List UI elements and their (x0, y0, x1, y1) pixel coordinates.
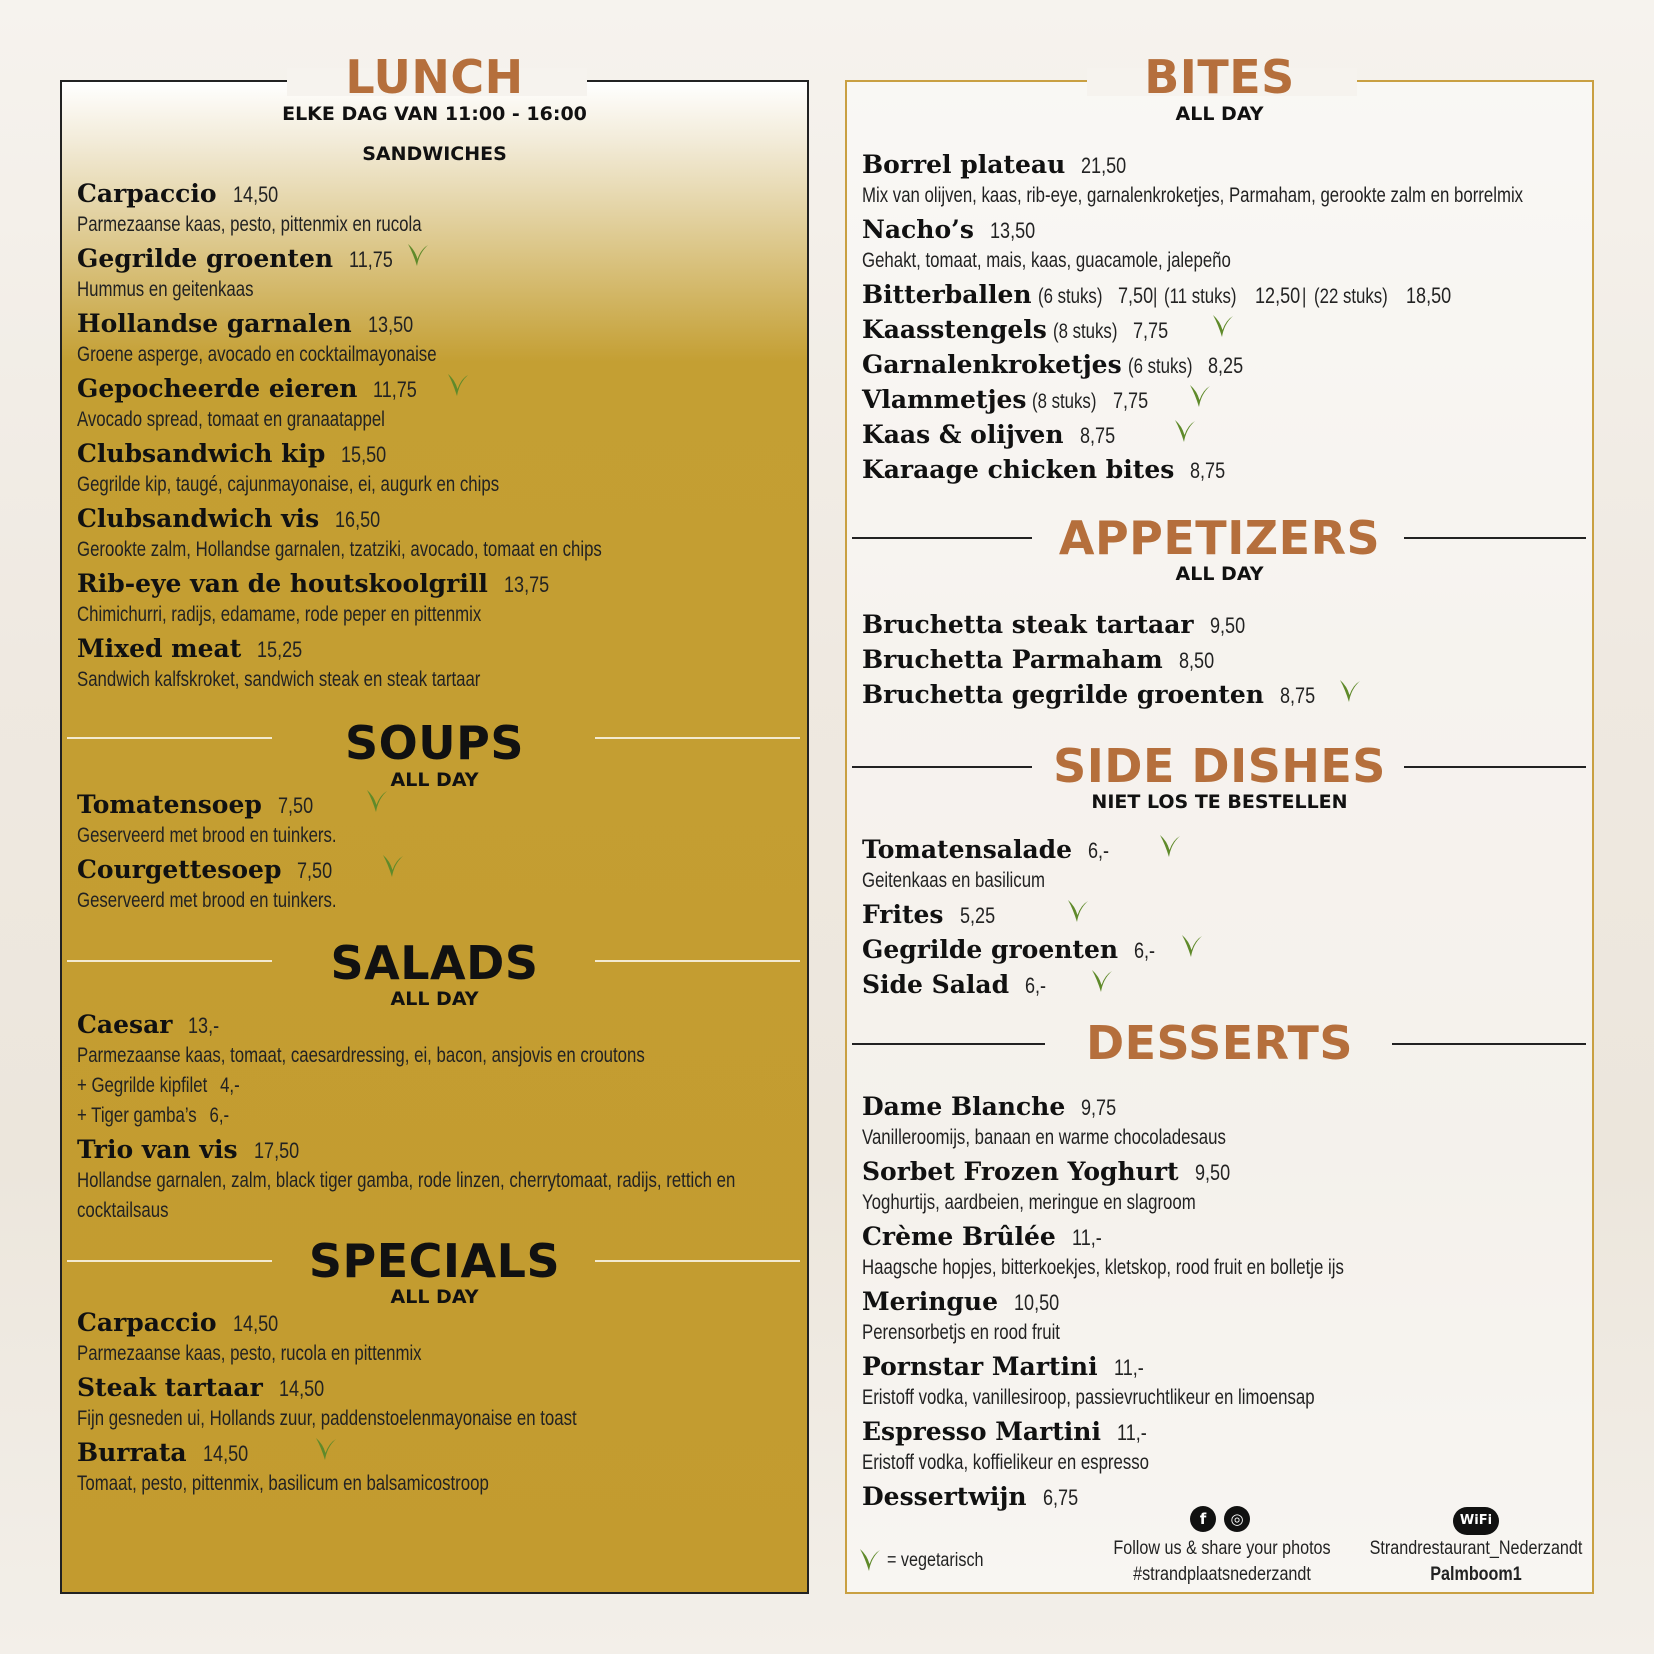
desserts-title: DESSERTS (1085, 1016, 1354, 1070)
menu-item: Tomatensalade 6,- (862, 835, 1110, 864)
item-description: Gegrilde kip, taugé, cajunmayonaise, ei, augurk en chips (77, 473, 500, 496)
item-description: Avocado spread, tomaat en granaatappel (77, 408, 385, 431)
menu-item: Frites 5,25 (862, 900, 995, 929)
item-description: Fijn gesneden ui, Hollands zuur, paddenstoelenmayonaise en toast (77, 1407, 577, 1430)
menu-item: Burrata 14,50 (77, 1438, 248, 1467)
menu-item: Carpaccio 14,50 (77, 1308, 278, 1337)
vegetarian-leaf-icon (1065, 897, 1091, 925)
menu-item: Gegrilde groenten 6,- (862, 935, 1156, 964)
menu-item: Bruchetta Parmaham 8,50 (862, 645, 1214, 674)
menu-item: Karaage chicken bites 8,75 (862, 455, 1226, 484)
item-description: Chimichurri, radijs, edamame, rode peper en pittenmix (77, 603, 482, 626)
menu-item: Garnalenkroketjes (6 stuks) 8,25 (862, 350, 1244, 379)
vegetarian-leaf-icon (405, 241, 431, 269)
menu-item: Borrel plateau 21,50 (862, 150, 1127, 179)
item-description: Geitenkaas en basilicum (862, 869, 1046, 892)
vegetarian-leaf-icon (1210, 312, 1236, 340)
item-description: Haagsche hopjes, bitterkoekjes, kletskop, rood fruit en bolletje ijs (862, 1256, 1344, 1279)
menu-item: Crème Brûlée 11,- (862, 1222, 1102, 1251)
specials-title: SPECIALS (308, 1234, 561, 1288)
bites-subtitle: ALL DAY (1175, 103, 1264, 125)
menu-item: Side Salad 6,- (862, 970, 1047, 999)
wifi-password: Palmboom1 (1430, 1564, 1522, 1585)
vegetarian-leaf-icon (857, 1546, 883, 1574)
item-description: Hollandse garnalen, zalm, black tiger gamba, rode linzen, cherrytomaat, radijs, rettich en (77, 1169, 736, 1192)
menu-item: Bitterballen (6 stuks) 7,50| (11 stuks) 12,50| (22 stuks) 18,50 (862, 280, 1451, 309)
item-description: Gehakt, tomaat, mais, kaas, guacamole, jalepeño (862, 249, 1231, 272)
lunch-title: LUNCH (345, 50, 524, 104)
item-description: Tomaat, pesto, pittenmix, basilicum en balsamicostroop (77, 1472, 489, 1495)
wifi-icon: WiFi (1453, 1507, 1499, 1535)
follow-text: Follow us & share your photos (1113, 1538, 1331, 1559)
vegetarian-leaf-icon (1172, 417, 1198, 445)
menu-item: Mixed meat 15,25 (77, 634, 303, 663)
item-description: Gerookte zalm, Hollandse garnalen, tzatziki, avocado, tomaat en chips (77, 538, 602, 561)
vegetarian-leaf-icon (1337, 677, 1363, 705)
menu-item: Steak tartaar 14,50 (77, 1373, 324, 1402)
item-description: Groene asperge, avocado en cocktailmayonaise (77, 343, 437, 366)
item-description: Sandwich kalfskroket, sandwich steak en steak tartaar (77, 668, 481, 691)
vegetarian-leaf-icon (1157, 832, 1183, 860)
vegetarian-leaf-icon (313, 1435, 339, 1463)
salads-title: SALADS (330, 936, 539, 990)
item-description: Vanilleroomijs, banaan en warme chocoladesaus (862, 1126, 1226, 1149)
item-description: Parmezaanse kaas, tomaat, caesardressing, ei, bacon, ansjovis en croutons (77, 1044, 645, 1067)
side-dishes-title: SIDE DISHES (1053, 739, 1386, 793)
specials-subtitle: ALL DAY (390, 1286, 479, 1308)
sandwiches-label: SANDWICHES (362, 143, 507, 165)
item-description: Geserveerd met brood en tuinkers. (77, 889, 337, 912)
soups-subtitle: ALL DAY (390, 769, 479, 791)
instagram-icon[interactable]: ◎ (1224, 1506, 1250, 1532)
menu-item: Sorbet Frozen Yoghurt 9,50 (862, 1157, 1230, 1186)
wifi-network-name: Strandrestaurant_Nederzandt (1369, 1538, 1583, 1559)
menu-item: Hollandse garnalen 13,50 (77, 309, 413, 338)
menu-item: Gegrilde groenten 11,75 (77, 244, 393, 273)
vegetarian-leaf-icon (1089, 967, 1115, 995)
item-description: Parmezaanse kaas, pesto, rucola en pittenmix (77, 1342, 422, 1365)
item-description: Mix van olijven, kaas, rib-eye, garnalenkroketjes, Parmaham, gerookte zalm en borrelmix (862, 184, 1524, 207)
vegetarian-leaf-icon (1179, 932, 1205, 960)
lunch-panel (60, 50, 809, 1594)
lunch-subtitle: ELKE DAG VAN 11:00 - 16:00 (282, 103, 587, 125)
item-description: Yoghurtijs, aardbeien, meringue en slagroom (862, 1191, 1196, 1214)
bites-title: BITES (1144, 50, 1295, 104)
menu-item: Pornstar Martini 11,- (862, 1352, 1144, 1381)
item-description: cocktailsaus (77, 1199, 169, 1222)
menu-item: Caesar 13,- (77, 1010, 220, 1039)
facebook-icon[interactable]: f (1190, 1506, 1216, 1532)
menu-item: Gepocheerde eieren 11,75 (77, 374, 418, 403)
vegetarian-leaf-icon (380, 852, 406, 880)
menu-item: Courgettesoep 7,50 (77, 855, 333, 884)
appetizers-title: APPETIZERS (1058, 511, 1381, 565)
item-extra: + Gegrilde kipfilet 4,- (77, 1074, 240, 1097)
side-dishes-subtitle: NIET LOS TE BESTELLEN (1091, 791, 1348, 813)
menu-item: Bruchetta gegrilde groenten 8,75 (862, 680, 1316, 709)
vegetarian-leaf-icon (1187, 382, 1213, 410)
menu-item: Nacho’s 13,50 (862, 215, 1036, 244)
item-description: Parmezaanse kaas, pesto, pittenmix en rucola (77, 213, 422, 236)
menu-item: Kaas & olijven 8,75 (862, 420, 1115, 449)
hashtag-text: #strandplaatsnederzandt (1133, 1564, 1311, 1585)
item-description: Hummus en geitenkaas (77, 278, 254, 301)
menu-item: Dame Blanche 9,75 (862, 1092, 1117, 1121)
item-description: Eristoff vodka, koffielikeur en espresso (862, 1451, 1149, 1474)
menu-item: Dessertwijn 6,75 (862, 1482, 1078, 1511)
vegetarian-legend: = vegetarisch (887, 1550, 984, 1571)
soups-title: SOUPS (345, 716, 524, 770)
menu-item: Tomatensoep 7,50 (77, 790, 313, 819)
menu-item: Rib-eye van de houtskoolgrill 13,75 (77, 569, 549, 598)
vegetarian-leaf-icon (445, 371, 471, 399)
appetizers-subtitle: ALL DAY (1175, 563, 1264, 585)
menu-item: Clubsandwich kip 15,50 (77, 439, 387, 468)
salads-subtitle: ALL DAY (390, 988, 479, 1010)
menu-item: Vlammetjes (8 stuks) 7,75 (862, 385, 1149, 414)
menu-item: Clubsandwich vis 16,50 (77, 504, 381, 533)
menu-item: Espresso Martini 11,- (862, 1417, 1147, 1446)
menu-item: Meringue 10,50 (862, 1287, 1060, 1316)
menu-item: Trio van vis 17,50 (77, 1135, 299, 1164)
menu-item: Carpaccio 14,50 (77, 179, 278, 208)
item-description: Geserveerd met brood en tuinkers. (77, 824, 337, 847)
item-description: Perensorbetjs en rood fruit (862, 1321, 1060, 1344)
bites-panel (845, 50, 1594, 1594)
vegetarian-leaf-icon (364, 787, 390, 815)
item-description: Eristoff vodka, vanillesiroop, passievruchtlikeur en limoensap (862, 1386, 1315, 1409)
menu-item: Bruchetta steak tartaar 9,50 (862, 610, 1245, 639)
menu-item: Kaasstengels (8 stuks) 7,75 (862, 315, 1169, 344)
item-extra: + Tiger gamba’s 6,- (77, 1104, 230, 1127)
